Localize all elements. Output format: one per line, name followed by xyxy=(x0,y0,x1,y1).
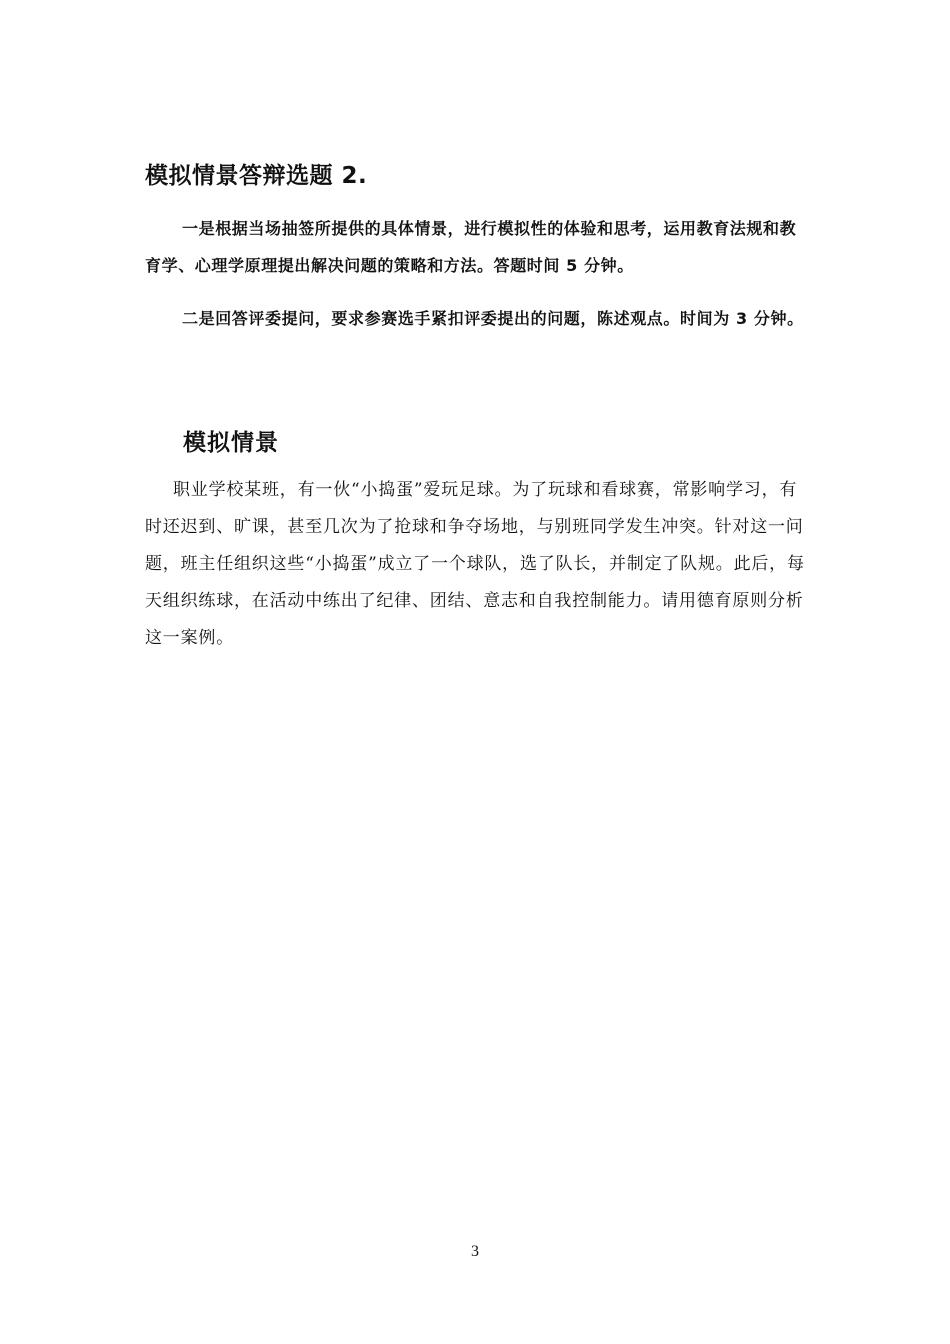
rule-paragraph-2: 二是回答评委提问，要求参赛选手紧扣评委提出的问题，陈述观点。时间为 3 分钟。 xyxy=(182,309,804,328)
section-heading: 模拟情景 xyxy=(183,430,279,456)
page-number: 3 xyxy=(471,1243,479,1260)
scenario-paragraph: 职业学校某班，有一伙“小捣蛋”爱玩足球。为了玩球和看球赛，常影响学习，有时还迟到、旷课，甚至几次为了抢球和争夺场地，与别班同学发生冲突。针对这一问题，班主任组织这些“小捣蛋”成立了一个球队，选了队长，并制定了队规。此后，每天组织练球，在活动中练出了纪律、团结、意志和自我控制能力。请用德育原则分析这一案例。 xyxy=(145,480,805,648)
page-title: 模拟情景答辩选题 2. xyxy=(145,163,368,189)
rule-paragraph-1: 一是根据当场抽签所提供的具体情景，进行模拟性的体验和思考，运用教育法规和教育学、心理学原理提出解决问题的策略和方法。答题时间 5 分钟。 xyxy=(145,219,797,275)
